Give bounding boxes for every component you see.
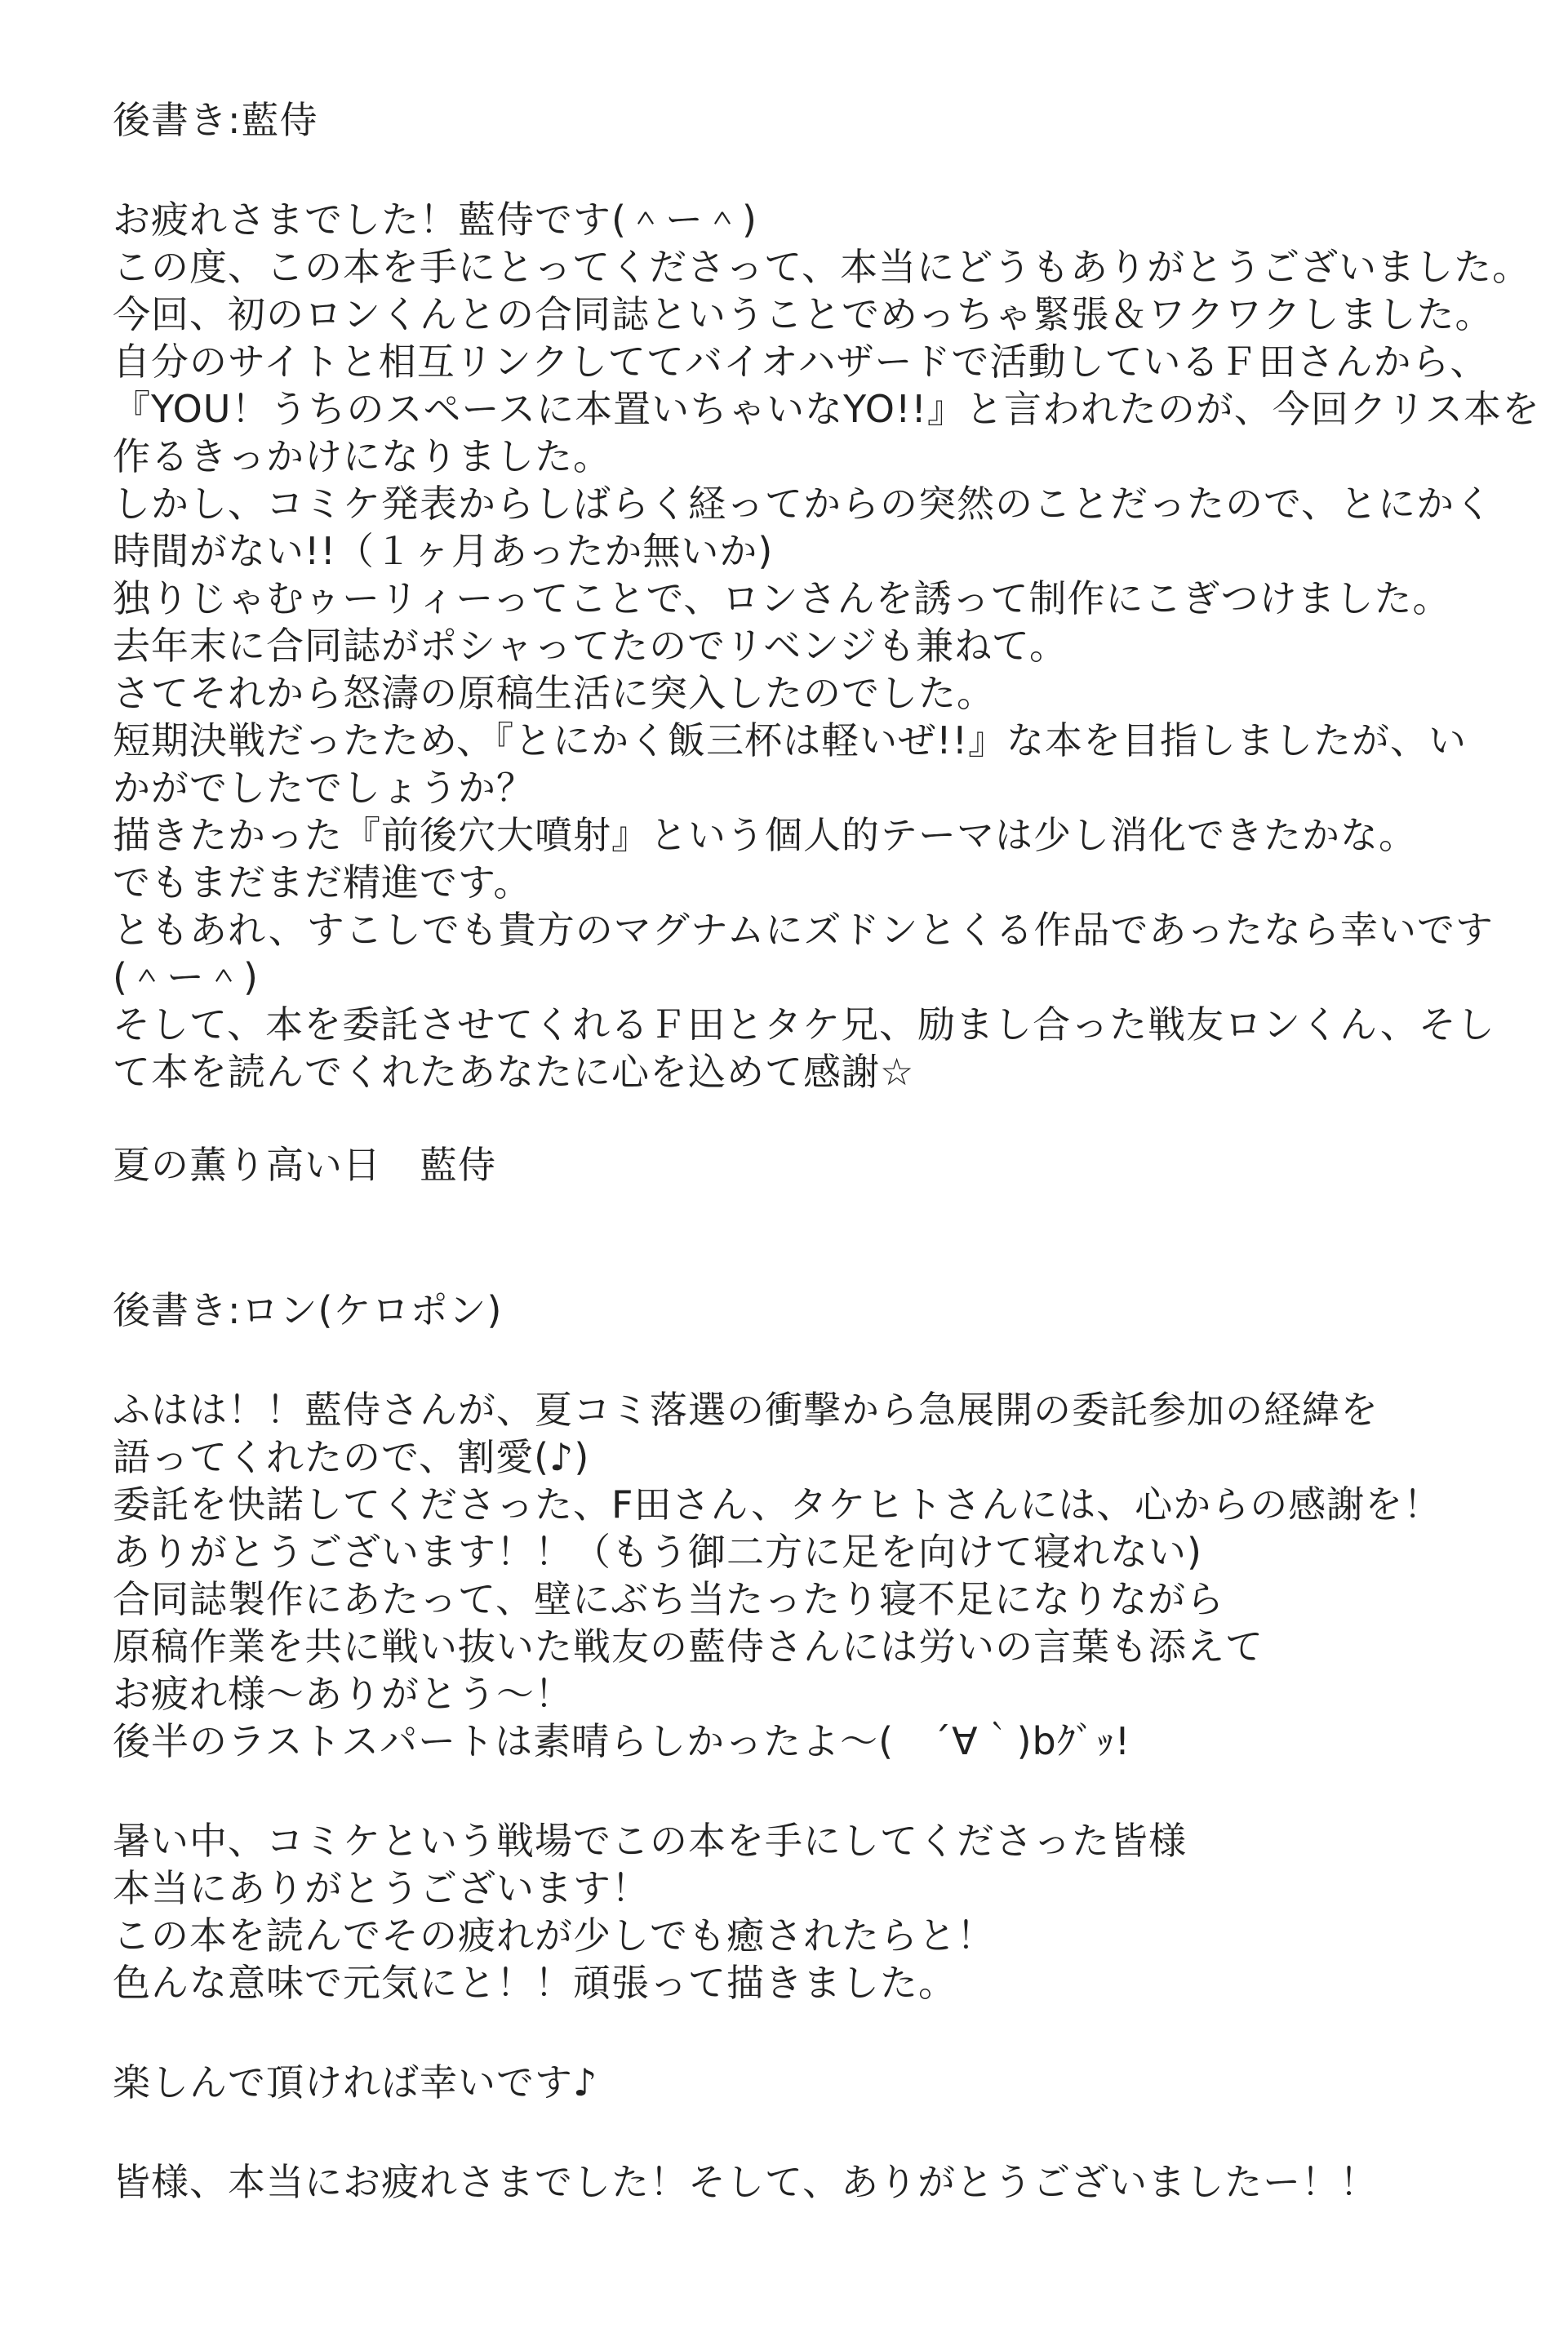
text-line: 短期決戦だったため、『とにかく飯三杯は軽いぜ!!』な本を目指しましたが、い: [113, 718, 1468, 762]
spacer: [113, 1334, 1517, 1386]
afterword-heading-ron: 後書き:ロン(ケロポン): [113, 1288, 503, 1332]
text-line: 時間がない!!（１ヶ月あったか無いか): [113, 529, 774, 573]
text-line: 今回、初のロンくんとの合同誌ということでめっちゃ緊張＆ワクワクしました。: [113, 292, 1494, 336]
text-line: この本を読んでその疲れが少しでも癒されたらと！: [113, 1913, 995, 1958]
closing-line: 皆様、本当にお疲れさまでした！そして、ありがとうございましたー！！: [113, 2160, 1379, 2204]
text-line: ともあれ、すこしでも貴方のマグナムにズドンとくる作品であったなら幸いです: [113, 908, 1494, 952]
spacer: [113, 144, 1517, 196]
text-line: お疲れさまでした！藍侍です(＾ー＾): [113, 198, 757, 242]
text-line: さてそれから怒濤の原稿生活に突入したのでした。: [113, 671, 995, 715]
text-line: しかし、コミケ発表からしばらく経ってからの突然のことだったので、とにかく: [113, 482, 1494, 526]
text-line: ありがとうございます！！（もう御二方に足を向けて寝れない): [113, 1530, 1202, 1574]
text-line: 自分のサイトと相互リンクしててバイオハザードで活動しているＦ田さんから、: [113, 340, 1489, 384]
signature-aiji: 夏の薫り高い日 藍侍: [113, 1143, 496, 1187]
afterword-heading-aiji: 後書き:藍侍: [113, 98, 318, 142]
spacer: [113, 1765, 1517, 1817]
afterword-body-ron: [113, 1386, 1517, 1765]
text-line: 原稿作業を共に戦い抜いた戦友の藍侍さんには労いの言葉も添えて: [113, 1624, 1264, 1669]
text-line: 去年末に合同誌がポシャってたのでリベンジも兼ねて。: [113, 624, 1068, 668]
text-line: 暑い中、コミケという戦場でこの本を手にしてくださった皆様: [113, 1819, 1187, 1863]
text-line: て本を読んでくれたあなたに心を込めて感謝☆: [113, 1050, 915, 1094]
text-line: 合同誌製作にあたって、壁にぶち当たったり寝不足になりながら: [113, 1577, 1225, 1621]
text-line: この度、この本を手にとってくださって、本当にどうもありがとうございました。: [113, 245, 1531, 289]
text-line: かがでしたでしょうか？: [113, 766, 535, 810]
afterword-body-aiji: [113, 196, 1540, 1096]
text-line: 楽しんで頂ければ幸いです♪: [113, 2060, 598, 2104]
afterword-page: [113, 96, 1540, 2206]
text-line: 作るきっかけになりました。: [113, 434, 611, 478]
text-line: 色んな意味で元気にと！！頑張って描きました。: [113, 1961, 957, 2005]
spacer: [113, 1189, 1517, 1287]
text-line: 独りじゃむゥーリィーってことで、ロンさんを誘って制作にこぎつけました。: [113, 576, 1451, 620]
text-line: ふはは！！藍侍さんが、夏コミ落選の衝撃から急展開の委託参加の経緯を: [113, 1388, 1379, 1432]
text-line: (＾ー＾): [113, 955, 259, 999]
spacer: [113, 1096, 1517, 1141]
text-line: でもまだまだ精進です。: [113, 860, 532, 904]
text-line: 委託を快諾してくださった、F田さん、タケヒトさんには、心からの感謝を！: [113, 1482, 1442, 1527]
spacer: [113, 2007, 1517, 2059]
text-line: 後半のラストスパートは素晴らしかったよ〜( ´∀｀)bｸﾞｯ!: [113, 1719, 1131, 1763]
text-line: 描きたかった『前後穴大噴射』という個人的テーマは少し消化できたかな。: [113, 813, 1417, 857]
text-line: お疲れ様〜ありがとう〜！: [113, 1672, 573, 1716]
afterword-body-ron-thanks: [113, 1817, 1517, 2007]
text-line: 本当にありがとうございます！: [113, 1866, 650, 1910]
text-line: そして、本を委託させてくれるＦ田とタケ兄、励まし合った戦友ロンくん、そし: [113, 1002, 1495, 1047]
text-line: 『YOU！うちのスペースに本置いちゃいなYO!!』と言われたのが、今回クリス本を: [113, 387, 1540, 431]
spacer: [113, 2106, 1517, 2158]
text-line: 語ってくれたので、割愛(♪): [113, 1435, 590, 1479]
